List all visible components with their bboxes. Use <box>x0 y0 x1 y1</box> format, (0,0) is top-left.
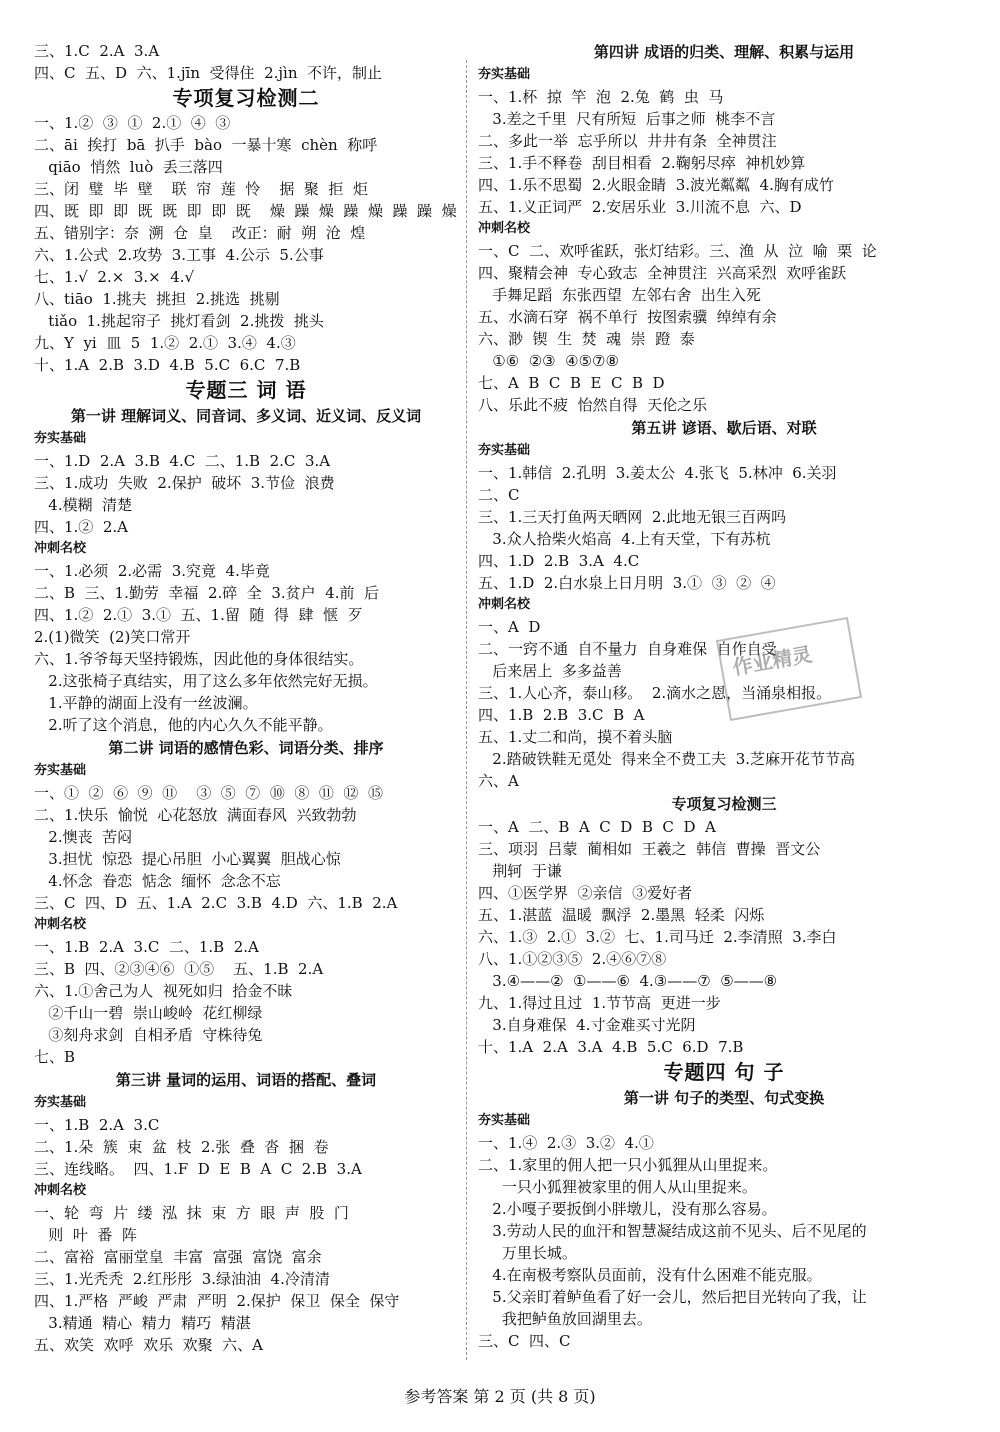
answer-line: 五、错别字：奈 溯 仓 皇 改正：耐 朔 沧 煌 <box>34 224 366 242</box>
answer-line: 一、1.B 2.A 3.C 二、1.B 2.A <box>34 938 259 956</box>
answer-line: 二、āi 挨打 bā 扒手 bào 一暴十寒 chèn 称呼 <box>34 136 378 154</box>
answer-line: 一、1.D 2.A 3.B 4.C 二、1.B 2.C 3.A <box>34 452 331 470</box>
answer-line: 八、tiāo 1.挑夫 挑担 2.挑选 挑剔 <box>34 290 280 308</box>
right-column <box>478 40 970 1352</box>
answer-line: 六、A <box>478 772 519 790</box>
answer-line: 二、1.快乐 愉悦 心花怒放 满面春风 兴致勃勃 <box>34 806 357 824</box>
answer-line: 3.众人拾柴火焰高 4.上有天堂，下有苏杭 <box>478 530 771 548</box>
answer-line: 一、C 二、欢呼雀跃，张灯结彩。三、渔 从 泣 喻 栗 论 <box>478 242 877 260</box>
answer-line: 后来居上 多多益善 <box>478 662 622 680</box>
answer-line: 一、1.必须 2.必需 3.究竟 4.毕竟 <box>34 562 270 580</box>
answer-line: 二、一窍不通 自不量力 自身难保 自作自受 <box>478 640 777 658</box>
answer-line: 三、1.光秃秃 2.红彤彤 3.绿油油 4.冷清清 <box>34 1270 330 1288</box>
answer-line: 四、1.乐不思蜀 2.火眼金睛 3.波光粼粼 4.胸有成竹 <box>478 176 834 194</box>
answer-line: 4.在南极考察队员面前，没有什么困难不能克服。 <box>478 1266 822 1284</box>
section-title: 专题三 词 语 <box>185 378 307 402</box>
answer-line: 2.这张椅子真结实，用了这么多年依然完好无损。 <box>34 672 378 690</box>
answer-line: 七、1.√ 2.× 3.× 4.√ <box>34 268 195 286</box>
answer-line: 3.精通 精心 精力 精巧 精湛 <box>34 1314 251 1332</box>
answer-line: 手舞足蹈 东张西望 左邻右舍 出生入死 <box>478 286 761 304</box>
subsection-label: 夯实基础 <box>478 67 531 82</box>
answer-line: 四、1.严格 严峻 严肃 严明 2.保护 保卫 保全 保守 <box>34 1292 400 1310</box>
answer-line: 五、1.D 2.白水泉上日月明 3.① ③ ② ④ <box>478 574 776 592</box>
answer-line: 万里长城。 <box>478 1244 577 1262</box>
section-title: 专题四 句 子 <box>663 1060 785 1084</box>
left-column <box>34 40 458 1356</box>
answer-line: 六、1.③ 2.① 3.② 七、1.司马迁 2.李清照 3.李白 <box>478 928 837 946</box>
lecture-heading: 第五讲 谚语、歇后语、对联 <box>631 419 817 437</box>
answer-line: 则 叶 番 阵 <box>34 1226 137 1244</box>
answer-line: 3.差之千里 尺有所短 后事之师 桃李不言 <box>478 110 776 128</box>
answer-line: 一只小狐狸被家里的佣人从山里捉来。 <box>478 1178 757 1196</box>
answer-line: 三、闭 璧 毕 壁 联 帘 莲 怜 据 聚 拒 炬 <box>34 180 368 198</box>
lecture-heading: 第一讲 理解词义、同音词、多义词、近义词、反义词 <box>70 407 422 425</box>
answer-line: 六、1.公式 2.攻势 3.工事 4.公示 5.公事 <box>34 246 324 264</box>
answer-line: 一、1.④ 2.③ 3.② 4.① <box>478 1134 654 1152</box>
answer-line: 荆轲 于谦 <box>478 862 562 880</box>
answer-line: 2.(1)微笑 (2)笑口常开 <box>34 628 191 646</box>
subsection-label: 冲刺名校 <box>34 1183 87 1198</box>
answer-line: 三、1.三天打鱼两天晒网 2.此地无银三百两吗 <box>478 508 787 526</box>
subsection-label: 夯实基础 <box>34 763 87 778</box>
lecture-heading: 第二讲 词语的感情色彩、词语分类、排序 <box>108 739 384 757</box>
answer-line: 2.听了这个消息，他的内心久久不能平静。 <box>34 716 333 734</box>
answer-line: 三、C 四、C <box>478 1332 571 1350</box>
answer-line: 四、1.D 2.B 3.A 4.C <box>478 552 640 570</box>
answer-line: ②千山一碧 崇山峻岭 花红柳绿 <box>34 1004 263 1022</box>
answer-line: 三、1.人心齐，泰山移。 2.滴水之恩，当涌泉相报。 <box>478 684 832 702</box>
answer-line: 2.小嘎子要扳倒小胖墩儿，没有那么容易。 <box>478 1200 777 1218</box>
subsection-label: 冲刺名校 <box>478 221 531 236</box>
answer-line: 二、多此一举 忘乎所以 井井有条 全神贯注 <box>478 132 777 150</box>
answer-line: 四、1.B 2.B 3.C B A <box>478 706 645 724</box>
answer-line: 五、欢笑 欢呼 欢乐 欢聚 六、A <box>34 1336 263 1354</box>
answer-line: 3.担忧 惊恐 提心吊胆 小心翼翼 胆战心惊 <box>34 850 341 868</box>
subsection-label: 冲刺名校 <box>34 541 87 556</box>
lecture-heading: 第三讲 量词的运用、词语的搭配、叠词 <box>115 1071 377 1089</box>
answer-line: 一、1.杯 掠 竿 泡 2.兔 鹤 虫 马 <box>478 88 724 106</box>
answer-line: 3.劳动人民的血汗和智慧凝结成这前不见头、后不见尾的 <box>478 1222 867 1240</box>
answer-line: 一、轮 弯 片 缕 泓 抹 束 方 眼 声 股 门 <box>34 1204 349 1222</box>
subsection-label: 冲刺名校 <box>34 917 87 932</box>
answer-line: 七、B <box>34 1048 76 1066</box>
answer-line: 3.④——② ①——⑥ 4.③——⑦ ⑤——⑧ <box>478 972 778 990</box>
answer-line: 二、富裕 富丽堂皇 丰富 富强 富饶 富余 <box>34 1248 322 1266</box>
answer-line: 五、水滴石穿 祸不单行 按图索骥 绰绰有余 <box>478 308 777 326</box>
answer-line: 四、既 即 即 既 既 即 即 既 燥 躁 燥 躁 燥 躁 躁 燥 <box>34 202 457 220</box>
answer-line: 三、1.手不释卷 刮目相看 2.鞠躬尽瘁 神机妙算 <box>478 154 806 172</box>
column-divider <box>466 60 467 1360</box>
answer-line: 我把鲈鱼放回湖里去。 <box>478 1310 652 1328</box>
answer-line: 二、1.朵 簇 束 盆 枝 2.张 叠 沓 捆 卷 <box>34 1138 329 1156</box>
answer-line: 三、C 四、D 五、1.A 2.C 3.B 4.D 六、1.B 2.A <box>34 894 398 912</box>
answer-line: 一、① ② ⑥ ⑨ ⑪ ③ ⑤ ⑦ ⑩ ⑧ ⑪ ⑫ ⑮ <box>34 784 383 802</box>
page-footer: 参考答案 第 2 页 (共 8 页) <box>404 1387 596 1406</box>
answer-line: 一、1.B 2.A 3.C <box>34 1116 160 1134</box>
answer-line: 四、①医学界 ②亲信 ③爱好者 <box>478 884 693 902</box>
subsection-label: 夯实基础 <box>478 443 531 458</box>
answer-line: 五、1.义正词严 2.安居乐业 3.川流不息 六、D <box>478 198 802 216</box>
answer-line: 十、1.A 2.B 3.D 4.B 5.C 6.C 7.B <box>34 356 301 374</box>
answer-line: 四、1.② 2.① 3.① 五、1.留 随 得 肆 惬 歹 <box>34 606 363 624</box>
answer-line: 八、乐此不疲 怡然自得 天伦之乐 <box>478 396 708 414</box>
answer-line: 一、1.韩信 2.孔明 3.姜太公 4.张飞 5.林冲 6.关羽 <box>478 464 837 482</box>
subsection-label: 夯实基础 <box>478 1113 531 1128</box>
answer-line: 三、B 四、②③④⑥ ①⑤ 五、1.B 2.A <box>34 960 324 978</box>
answer-line: 五、1.湛蓝 温暖 飘浮 2.墨黑 轻柔 闪烁 <box>478 906 765 924</box>
answer-line: ③刻舟求剑 自相矛盾 守株待兔 <box>34 1026 263 1044</box>
answer-line: 七、A B C B E C B D <box>478 374 665 392</box>
answer-line: ①⑥ ②③ ④⑤⑦⑧ <box>478 352 619 370</box>
answer-line: 四、1.② 2.A <box>34 518 128 536</box>
subsection-label: 夯实基础 <box>34 1095 87 1110</box>
answer-line: 三、1.C 2.A 3.A <box>34 42 160 60</box>
answer-line: 六、1.爷爷每天坚持锻炼，因此他的身体很结实。 <box>34 650 364 668</box>
lecture-heading: 第四讲 成语的归类、理解、积累与运用 <box>593 43 855 61</box>
lecture-heading: 第一讲 句子的类型、句式变换 <box>623 1089 825 1107</box>
answer-line: 4.怀念 眷恋 惦念 缅怀 念念不忘 <box>34 872 281 890</box>
section-title: 专项复习检测二 <box>172 86 320 110</box>
answer-line: 三、1.成功 失败 2.保护 破坏 3.节俭 浪费 <box>34 474 335 492</box>
answer-line: 十、1.A 2.A 3.A 4.B 5.C 6.D 7.B <box>478 1038 744 1056</box>
answer-line: 六、1.①舍己为人 视死如归 拾金不昧 <box>34 982 293 1000</box>
answer-line: 1.平静的湖面上没有一丝波澜。 <box>34 694 258 712</box>
stamp-text: 作业精灵 <box>730 642 814 680</box>
answer-line: 4.模糊 清楚 <box>34 496 133 514</box>
answer-line: 九、Y yi 皿 5 1.② 2.① 3.④ 4.③ <box>34 334 296 352</box>
answer-line: 三、连线略。 四、1.F D E B A C 2.B 3.A <box>34 1160 362 1178</box>
answer-line: qiāo 悄然 luò 丢三落四 <box>34 158 223 176</box>
answer-line: 一、A 二、B A C D B C D A <box>478 818 716 836</box>
answer-line: 二、1.家里的佣人把一只小狐狸从山里捉来。 <box>478 1156 778 1174</box>
answer-line: 2.懊丧 苦闷 <box>34 828 133 846</box>
answer-line: 四、C 五、D 六、1.jīn 受得住 2.jìn 不许，制止 <box>34 64 383 82</box>
answer-line: 5.父亲盯着鲈鱼看了好一会儿，然后把目光转向了我，让 <box>478 1288 867 1306</box>
answer-line: 一、1.② ③ ① 2.① ④ ③ <box>34 114 231 132</box>
answer-line: 六、渺 锲 生 焚 魂 崇 蹬 泰 <box>478 330 695 348</box>
answer-line: 3.自身难保 4.寸金难买寸光阴 <box>478 1016 696 1034</box>
answer-line: 四、聚精会神 专心致志 全神贯注 兴高采烈 欢呼雀跃 <box>478 264 847 282</box>
answer-line: 八、1.①②③⑤ 2.④⑥⑦⑧ <box>478 950 667 968</box>
answer-line: 五、1.丈二和尚，摸不着头脑 <box>478 728 673 746</box>
answer-line: 2.踏破铁鞋无觅处 得来全不费工夫 3.芝麻开花节节高 <box>478 750 856 768</box>
answer-line: 九、1.得过且过 1.节节高 更进一步 <box>478 994 721 1012</box>
answer-line: tiǎo 1.挑起帘子 挑灯看剑 2.挑拨 挑头 <box>34 312 324 330</box>
subsection-label: 冲刺名校 <box>478 597 531 612</box>
subsection-label: 夯实基础 <box>34 431 87 446</box>
answer-line: 二、C <box>478 486 520 504</box>
lecture-heading: 专项复习检测三 <box>671 795 777 813</box>
answer-line: 三、项羽 吕蒙 蔺相如 王羲之 韩信 曹操 晋文公 <box>478 840 821 858</box>
answer-line: 二、B 三、1.勤劳 幸福 2.碎 全 3.贫户 4.前 后 <box>34 584 380 602</box>
answer-line: 一、A D <box>478 618 541 636</box>
